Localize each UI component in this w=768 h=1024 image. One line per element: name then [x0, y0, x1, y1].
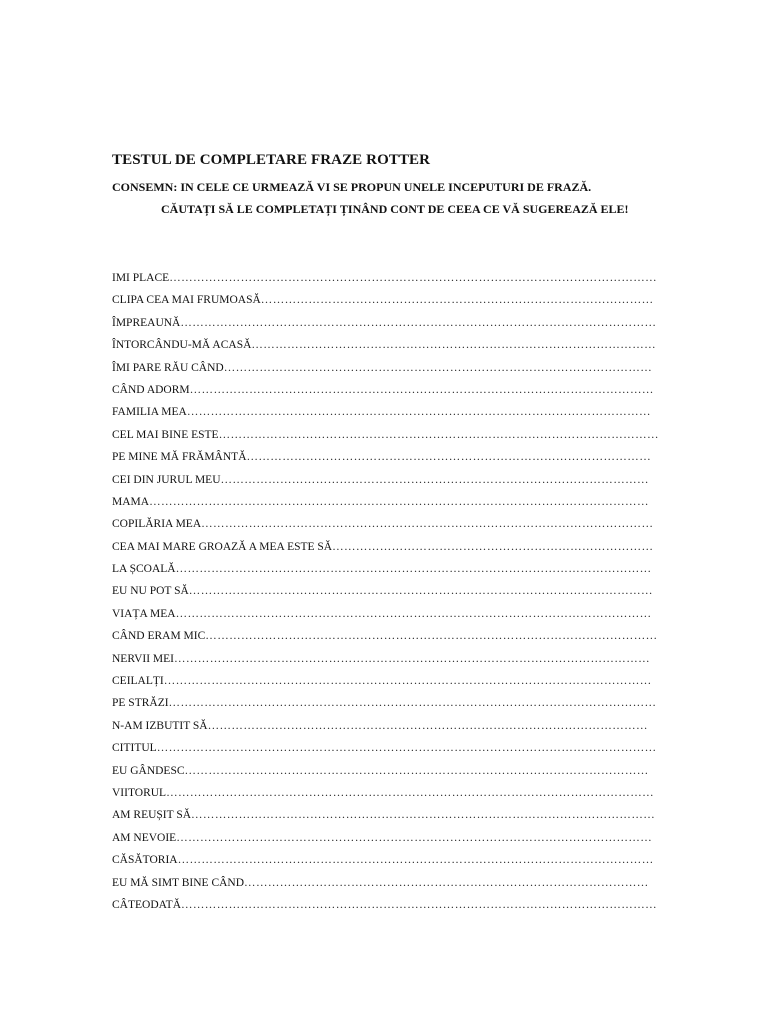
sentence-start: COPILĂRIA MEA [112, 518, 202, 531]
sentence-start: AM NEVOIE [112, 831, 177, 844]
sentence-start: EU MĂ SIMT BINE CÂND [112, 876, 245, 889]
blank-dots: ………………………………………………………………………………………………………… [176, 831, 653, 844]
blank-dots: ……………………………………………………………………………………………………………… [156, 742, 657, 755]
sentence-row [112, 334, 660, 356]
blank-dots: ………………………………………………………………………………………………………… [177, 854, 654, 867]
blank-dots: ………………………………………………………………………………………………………… [174, 652, 650, 665]
sentence-start: LA ȘCOALĂ [112, 563, 176, 576]
sentence-row [112, 267, 660, 289]
sentence-start: CEA MAI MARE GROAZĂ A MEA ESTE SĂ [112, 540, 333, 553]
sentence-start: ÎMPREAUNĂ [112, 316, 181, 329]
sentence-start: CÂTEODATĂ [112, 898, 181, 911]
sentence-start: CEL MAI BINE ESTE [112, 428, 219, 441]
sentence-start: ÎMI PARE RĂU CÂND [112, 361, 224, 374]
blank-dots: ……………………………………………………………………………………………………… [186, 406, 651, 419]
sentence-row [112, 872, 660, 894]
blank-dots: ……………………………………………………………………………………………… [223, 361, 653, 374]
blank-dots: …………………………………………………………………………………………………………… [163, 675, 652, 688]
blank-dots: ……………………………………………………………………………………………………… [184, 764, 649, 777]
sentence-start: CITITUL [112, 742, 157, 755]
blank-dots: ……………………………………………………………………………………… [260, 294, 654, 307]
sentence-start: CEILALȚI [112, 675, 164, 688]
sentence-start: AM REUȘIT SĂ [112, 809, 192, 822]
sentence-row [112, 715, 660, 737]
sentence-start: EU GÂNDESC [112, 764, 185, 777]
sentence-start: MAMA [112, 495, 150, 508]
document-title: TESTUL DE COMPLETARE FRAZE ROTTER [112, 152, 431, 168]
sentence-start: CÂND ADORM [112, 383, 190, 396]
blank-dots: ……………………………………………………………………………………………………… [189, 383, 654, 396]
sentence-start: VIAȚA MEA [112, 607, 176, 620]
blank-dots: ……………………………………………………………………………………………………………… [149, 495, 649, 508]
sentence-row [112, 625, 660, 647]
sentence-row [112, 469, 660, 491]
sentence-start: PE MINE MĂ FRĂMÂNTĂ [112, 451, 247, 464]
sentence-row [112, 648, 660, 670]
blank-dots: ……………………………………………………………………… [332, 540, 654, 553]
sentence-start: IMI PLACE [112, 272, 170, 284]
sentence-row [112, 401, 660, 423]
blank-dots: …………………………………………………………………………………………………………… [169, 272, 658, 284]
sentence-row [112, 312, 660, 334]
sentence-row [112, 289, 660, 311]
sentence-row [112, 424, 660, 446]
sentence-row [112, 536, 660, 558]
blank-dots: ……………………………………………………………………………………………………… [188, 585, 653, 598]
sentence-start: NERVII MEI [112, 652, 174, 665]
sentence-start: CEI DIN JURUL MEU [112, 473, 221, 486]
sentence-start: FAMILIA MEA [112, 406, 187, 419]
sentence-row [112, 737, 660, 759]
sentence-row [112, 446, 660, 468]
sentence-row [112, 827, 660, 849]
sentence-row [112, 782, 660, 804]
sentence-list [112, 267, 660, 916]
blank-dots: ………………………………………………………………………………………………… [218, 428, 659, 441]
sentence-row [112, 580, 660, 602]
sentence-row [112, 894, 660, 916]
blank-dots: ………………………………………………………………………………………… [244, 876, 649, 889]
blank-dots: ………………………………………………………………………………………… [251, 339, 657, 352]
sentence-row [112, 692, 660, 714]
instruction-line-1: CONSEMN: IN CELE CE URMEAZĂ VI SE PROPUN UNELE INCEPUTURI DE FRAZĂ. [112, 180, 592, 194]
sentence-start: CÂND ERAM MIC [112, 630, 206, 643]
sentence-row [112, 491, 660, 513]
sentence-row [112, 760, 660, 782]
sentence-row [112, 603, 660, 625]
blank-dots: …………………………………………………………………………………………………………… [168, 697, 657, 710]
sentence-row [112, 357, 660, 379]
sentence-row [112, 804, 660, 826]
sentence-row [112, 558, 660, 580]
blank-dots: ………………………………………………………………………………………… [246, 451, 652, 464]
sentence-start: CLIPA CEA MAI FRUMOASĂ [112, 294, 261, 307]
blank-dots: ……………………………………………………………………………………………… [220, 473, 649, 486]
sentence-start: CĂSĂTORIA [112, 854, 178, 867]
blank-dots: …………………………………………………………………………………………………… [201, 518, 654, 531]
blank-dots: ………………………………………………………………………………………………………… [181, 898, 657, 911]
sentence-row [112, 670, 660, 692]
blank-dots: …………………………………………………………………………………………………… [205, 630, 658, 643]
blank-dots: ………………………………………………………………………………………………………… [175, 607, 652, 620]
instruction-line-2: CĂUTAȚI SĂ LE COMPLETAȚI ȚINÂND CONT DE CEEA CE VĂ SUGEREAZĂ ELE! [161, 202, 629, 216]
blank-dots: ………………………………………………………………………………………………………… [175, 563, 652, 576]
sentence-start: ÎNTORCÂNDU-MĂ ACASĂ [112, 339, 252, 352]
blank-dots: ………………………………………………………………………………………………………… [180, 316, 657, 329]
sentence-start: N-AM IZBUTIT SĂ [112, 719, 208, 732]
blank-dots: …………………………………………………………………………………………………………… [166, 786, 654, 799]
sentence-row [112, 379, 660, 401]
sentence-start: PE STRĂZI [112, 697, 169, 710]
blank-dots: ………………………………………………………………………………………………… [207, 719, 648, 732]
blank-dots: ……………………………………………………………………………………………………… [191, 809, 656, 822]
sentence-start: VIITORUL [112, 786, 167, 799]
sentence-row [112, 513, 660, 535]
sentence-row [112, 849, 660, 871]
sentence-start: EU NU POT SĂ [112, 585, 189, 598]
